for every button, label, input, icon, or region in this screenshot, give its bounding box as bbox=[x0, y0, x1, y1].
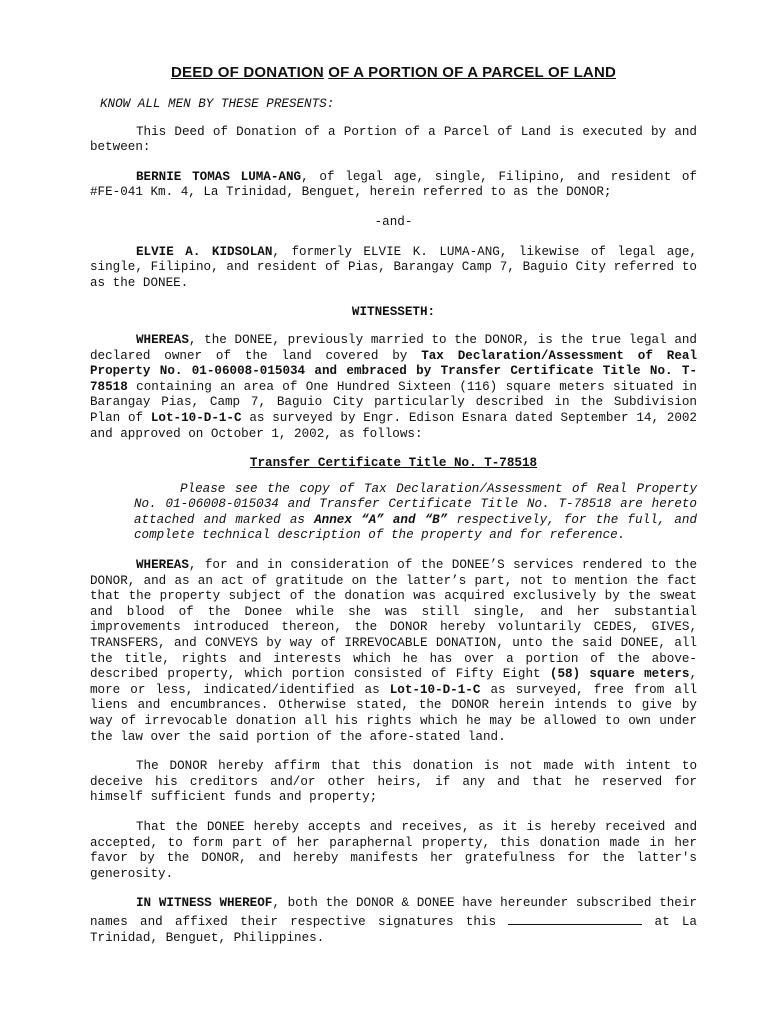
date-blank-line bbox=[508, 912, 642, 925]
donee-description: , formerly ELVIE K. LUMA-ANG, likewise of legal age, single, Filipino, and resident of Pias, Barangay Camp 7, Baguio City referred to as the DONEE. bbox=[90, 244, 697, 290]
witness-text-1: , both the DONOR & DONEE have hereunder subscribed their names and affixed their respective signatures this bbox=[90, 896, 697, 929]
whereas-paragraph-1 bbox=[90, 333, 697, 442]
whereas-2-bold-1: (58) square meters bbox=[549, 667, 690, 682]
witness-paragraph bbox=[90, 896, 697, 946]
witness-text-2: at La Trinidad, Benguet, Philippines. bbox=[90, 914, 697, 945]
donor-paragraph bbox=[90, 170, 697, 201]
tct-heading: Transfer Certificate Title No. T-78518 bbox=[249, 456, 538, 471]
donee-name: ELVIE A. KIDSOLAN bbox=[136, 244, 273, 259]
donor-description: , of legal age, single, Filipino, and resident of #FE-041 Km. 4, La Trinidad, Benguet, herein referred to as the DONOR; bbox=[90, 169, 697, 200]
accept-paragraph: That the DONEE hereby accepts and receives, as it is hereby received and accepted, to form part of her paraphernal property, this donation made in her favor by the DONOR, and hereby manifests her gratefulness for the latter's generosity. bbox=[90, 819, 697, 881]
title-part-1: DEED OF DONATION bbox=[170, 64, 324, 81]
whereas-2-text-2: , more or less, indicated/identified as bbox=[90, 667, 697, 697]
whereas-2-text-1: , for and in consideration of the DONEE’S services rendered to the DONOR, and as an act of gratitude on the latter’s part, not to mention the fact that the property subject of the donation was acquired exclusively by the sweat and blood of the Donee while she was still single, and her substantial improvements introduced thereon, the DONOR hereby voluntarily CEDES, GIVES, TRANSFERS, and CONVEYS by way of IRREVOCABLE DONATION, unto the said DONEE, all the title, rights and interests which he has over a portion of the above-described property, which portion consisted of Fifty Eight bbox=[90, 558, 697, 682]
title-part-2: OF A PORTION OF A PARCEL OF LAND bbox=[328, 64, 617, 81]
quote-annex: Annex “A” and “B” bbox=[314, 512, 448, 527]
whereas-1-text-2: containing an area of One Hundred Sixteen (116) square meters situated in Barangay Pias, Camp 7, Baguio City particularly described in the Subdivision Plan of bbox=[90, 379, 697, 425]
page-title bbox=[90, 64, 697, 81]
whereas-1-keyword: WHEREAS bbox=[136, 332, 189, 347]
whereas-2-bold-2: Lot-10-D-1-C bbox=[389, 682, 481, 697]
witnesseth-heading: WITNESSETH: bbox=[351, 305, 436, 320]
document-page bbox=[90, 60, 697, 946]
whereas-1-text-1: , the DONEE, previously married to the DONOR, is the true legal and declared owner of the land covered by bbox=[90, 332, 697, 363]
quote-text-1: Please see the copy of Tax Declaration/Assessment of Real Property No. 01-06008-015034 and Transfer Certificate Title No. T-78518 are hereto attached and marked as bbox=[134, 481, 697, 527]
whereas-1-bold-2: Lot-10-D-1-C bbox=[150, 410, 242, 425]
whereas-2-text-3: as surveyed, free from all liens and encumbrances. Otherwise stated, the DONOR herein intends to give by way of irrevocable donation all his rights which he may be allowed to own under the law over the said portion of the afore-stated land. bbox=[90, 682, 697, 744]
annex-quote bbox=[134, 482, 697, 544]
know-all-men: KNOW ALL MEN BY THESE PRESENTS: bbox=[100, 97, 335, 111]
quote-text-2: respectively, for the full, and complete technical description of the property and for reference. bbox=[134, 512, 698, 543]
whereas-1-bold-1: Tax Declaration/Assessment of Real Property No. 01-06008-015034 and embraced by Transfer Certificate Title No. T-78518 bbox=[90, 348, 697, 394]
affirm-paragraph: The DONOR hereby affirm that this donation is not made with intent to deceive his creditors and/or other heirs, if any and that he reserved for himself sufficient funds and property; bbox=[90, 759, 697, 805]
donor-name: BERNIE TOMAS LUMA-ANG bbox=[136, 169, 302, 184]
and-separator: -and- bbox=[374, 214, 413, 229]
donee-paragraph bbox=[90, 245, 697, 292]
whereas-paragraph-2 bbox=[90, 558, 697, 745]
whereas-1-text-3: as surveyed by Engr. Edison Esnara dated September 14, 2002 and approved on October 1, 2002, as follows: bbox=[90, 410, 697, 441]
witness-whereof: IN WITNESS WHEREOF bbox=[136, 896, 273, 911]
intro-paragraph: This Deed of Donation of a Portion of a Parcel of Land is executed by and between: bbox=[90, 124, 697, 155]
whereas-2-keyword: WHEREAS bbox=[136, 558, 189, 573]
